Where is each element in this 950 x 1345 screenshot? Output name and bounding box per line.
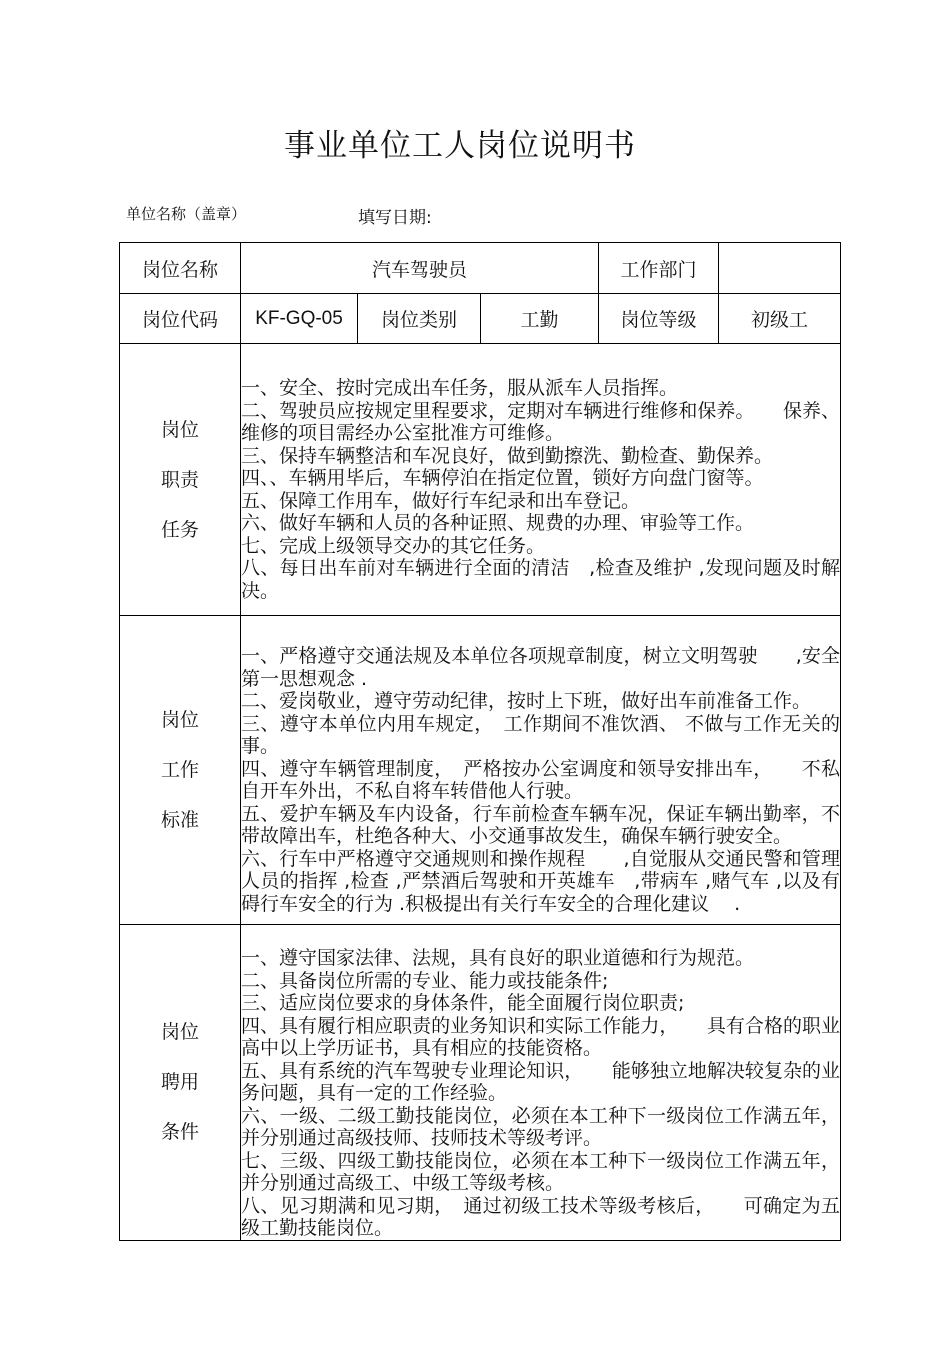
duty-item: 七、完成上级领导交办的其它任务。: [241, 534, 546, 557]
post-name-label: 岗位名称: [120, 243, 241, 294]
post-description-table: [119, 242, 841, 1241]
duties-label-line: 职责: [160, 468, 199, 491]
standard-item: 五、爱护车辆及车内设备，行车前检查车辆车况，保证车辆出勤率，不带故障出车，杜绝各种大、小交通事故发生，确保车辆行驶安全。: [241, 802, 841, 847]
requirement-item: 三、适应岗位要求的身体条件，能全面履行岗位职责;: [241, 992, 685, 1014]
duty-item: 四、、车辆用毕后，车辆停泊在指定位置，锁好方向盘门窗等。: [241, 467, 764, 489]
requirements-label: [120, 925, 241, 1241]
dept-label: 工作部门: [599, 243, 719, 294]
duties-content: [241, 344, 841, 616]
post-category-value: 工勤: [481, 294, 599, 344]
row-standards: [120, 616, 841, 925]
standards-label-line: 工作: [160, 759, 199, 781]
duties-label-line: 任务: [160, 518, 199, 541]
requirement-item: 七、三级、四级工勤技能岗位，必须在本工种下一级岗位工作满五年，并分别通过高级工、中级工等级考核。: [241, 1149, 841, 1194]
requirement-item: 五、具有系统的汽车驾驶专业理论知识， 能够独立地解决较复杂的业务问题，具有一定的工作经验。: [241, 1059, 841, 1104]
post-code-value: KF-GQ-05: [241, 294, 358, 344]
standard-item: 二、爱岗敬业，遵守劳动纪律，按时上下班，做好出车前准备工作。: [241, 690, 812, 712]
requirements-label-line: 条件: [160, 1121, 199, 1144]
standards-label-line: 岗位: [160, 709, 199, 731]
standard-item: 四、遵守车辆管理制度， 严格按办公室调度和领导安排出车， 不私自开车外出，不私自将车转借他人行驶。: [241, 757, 841, 802]
row-requirements: [120, 925, 841, 1241]
duties-label-line: 岗位: [160, 418, 199, 441]
dept-value: [719, 243, 841, 294]
row-post-code: [120, 294, 841, 344]
duties-label: [120, 344, 241, 616]
row-post-name: [120, 243, 841, 294]
row-duties: [120, 344, 841, 616]
duty-item: 六、做好车辆和人员的各种证照、规费的办理、审验等工作。: [241, 512, 755, 534]
duty-item: 五、保障工作用车，做好行车纪录和出车登记。: [241, 489, 641, 512]
requirement-item: 六、一级、二级工勤技能岗位，必须在本工种下一级岗位工作满五年，并分别通过高级技师、技师技术等级考评。: [241, 1104, 841, 1149]
org-name-label: 单位名称（盖章）: [126, 205, 247, 223]
requirement-item: 八、见习期满和见习期， 通过初级工技术等级考核后， 可确定为五级工勤技能岗位。: [241, 1194, 841, 1239]
duty-item: 一、安全、按时完成出车任务，服从派车人员指挥。: [241, 377, 679, 399]
standards-label-line: 标准: [160, 809, 199, 831]
requirement-item: 四、具有履行相应职责的业务知识和实际工作能力， 具有合格的职业高中以上学历证书，具有相应的技能资格。: [241, 1014, 841, 1059]
post-category-label: 岗位类别: [358, 294, 481, 344]
duty-item: 八、每日出车前对车辆进行全面的清洁 ,检查及维护 ,发现问题及时解决。: [241, 557, 841, 602]
standard-item: 六、行车中严格遵守交通规则和操作规程 ,自觉服从交通民警和管理人员的指挥 ,检查 ,严禁酒后驾驶和开英雄车 ,带病车 ,赌气车 ,以及有碍行车安全的行为 .积极提出有关行车安全的合理化建议 .: [241, 847, 841, 915]
post-grade-value: 初级工: [719, 294, 841, 344]
standards-label: [120, 616, 241, 925]
requirements-label-line: 聘用: [160, 1071, 199, 1094]
duty-item: 三、保持车辆整洁和车况良好，做到勤擦洗、勤检查、勤保养。: [241, 444, 774, 467]
post-code-label: 岗位代码: [120, 294, 241, 344]
duty-item: 二、驾驶员应按规定里程要求，定期对车辆进行维修和保养。 保养、维修的项目需经办公室批准方可维修。: [241, 399, 841, 444]
post-grade-label: 岗位等级: [599, 294, 719, 344]
requirements-content: [241, 925, 841, 1241]
standard-item: 一、严格遵守交通法规及本单位各项规章制度，树立文明驾驶 ,安全第一思想观念 .: [241, 645, 841, 690]
requirements-label-line: 岗位: [160, 1021, 199, 1044]
requirement-item: 二、具备岗位所需的专业、能力或技能条件;: [241, 969, 609, 992]
post-name-value: 汽车驾驶员: [241, 243, 599, 294]
fill-date-label: 填写日期:: [358, 208, 432, 228]
requirement-item: 一、遵守国家法律、法规，具有良好的职业道德和行为规范。: [241, 947, 755, 969]
standards-content: [241, 616, 841, 925]
document-title: 事业单位工人岗位说明书: [284, 128, 636, 164]
standard-item: 三、遵守本单位内用车规定， 工作期间不准饮酒、 不做与工作无关的事。: [241, 712, 841, 757]
